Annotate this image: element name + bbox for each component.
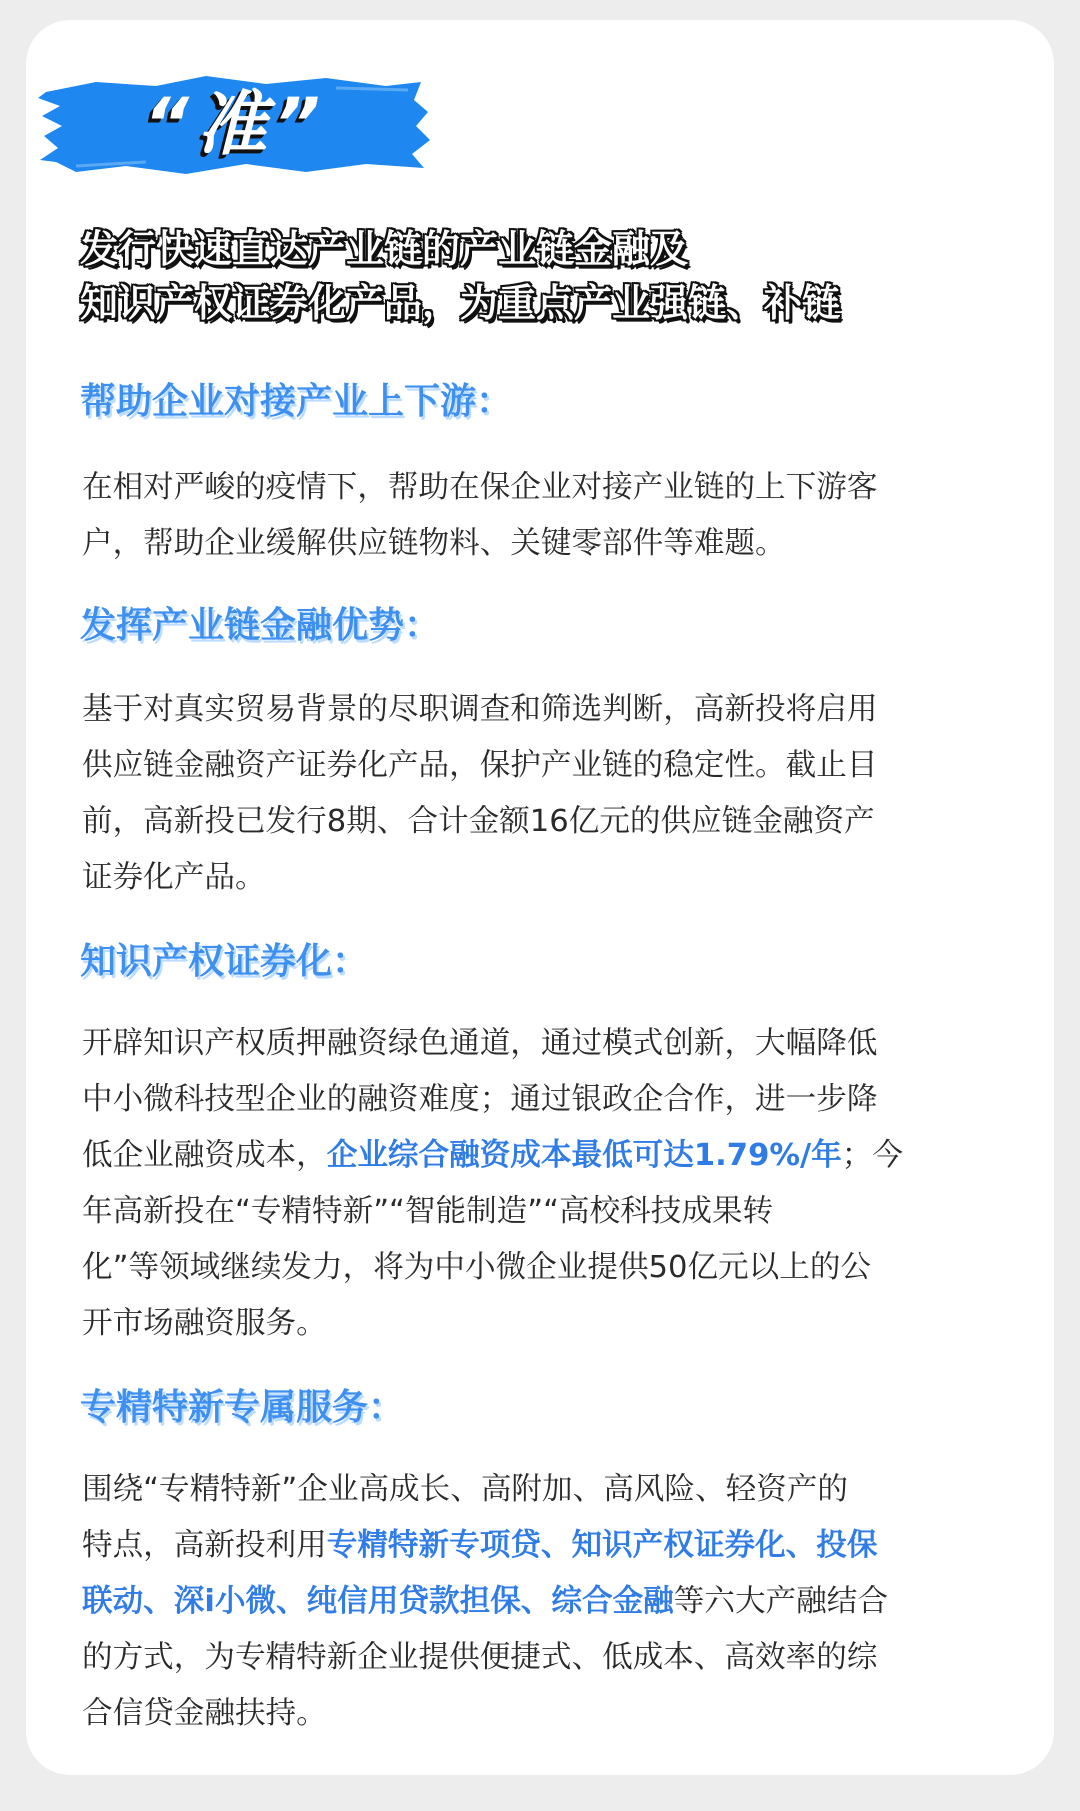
text-run: 化”等领域继续发力，将为中小微企业提供50亿元以上的公 — [82, 1250, 872, 1285]
text-run: 年高新投在“专精特新”“智能制造”“高校科技成果转 — [82, 1194, 774, 1229]
section-title-specialized-services: 专精特新专属服务： — [80, 1387, 405, 1428]
paragraph-line — [82, 850, 1002, 906]
text-run: 的方式，为专精特新企业提供便捷式、低成本、高效率的综 — [82, 1640, 878, 1675]
section-title-supply-chain-finance: 发挥产业链金融优势： — [80, 605, 441, 646]
paragraph-line — [82, 738, 1002, 794]
headline-line: 知识产权证券化产品，为重点产业强链、补链 — [80, 281, 841, 325]
paragraph-line — [82, 794, 1002, 850]
headline-line: 发行快速直达产业链的产业链金融及 — [80, 227, 689, 271]
section-title-upstream-downstream: 帮助企业对接产业上下游： — [80, 381, 513, 422]
text-run: 开市场融资服务。 — [82, 1306, 327, 1341]
banner-title: “准” — [143, 83, 329, 165]
highlighted-text: 联动、深i小微、纯信用贷款担保、综合金融 — [82, 1584, 674, 1619]
paragraph-line — [82, 1686, 1002, 1742]
text-run: 供应链金融资产证券化产品，保护产业链的稳定性。截止目 — [82, 748, 878, 783]
text-run: 围绕“专精特新”企业高成长、高附加、高风险、轻资产的 — [82, 1472, 848, 1507]
text-run: 中小微科技型企业的融资难度；通过银政企合作，进一步降 — [82, 1082, 878, 1117]
highlighted-text: 企业综合融资成本最低可达1.79%/年 — [326, 1138, 842, 1173]
headline — [80, 222, 980, 330]
paragraph-line — [82, 1574, 1002, 1630]
text-run: 证券化产品。 — [82, 860, 266, 895]
text-run: 开辟知识产权质押融资绿色通道，通过模式创新，大幅降低 — [82, 1026, 878, 1061]
section-paragraph-supply-chain-finance — [82, 682, 1002, 906]
paragraph-line — [82, 1016, 1002, 1072]
section-title-ip-securitization: 知识产权证券化： — [80, 941, 369, 982]
text-run: 户，帮助企业缓解供应链物料、关键零部件等难题。 — [82, 526, 786, 561]
paragraph-line — [82, 516, 1002, 572]
text-run: 等六大产融结合 — [673, 1584, 888, 1619]
section-paragraph-specialized-services — [82, 1462, 1002, 1742]
text-run: ；今 — [841, 1138, 903, 1173]
text-run: 前，高新投已发行8期、合计金额16亿元的供应链金融资产 — [82, 804, 875, 839]
section-paragraph-ip-securitization — [82, 1016, 1002, 1352]
paragraph-line — [82, 1184, 1002, 1240]
paragraph-line — [82, 682, 1002, 738]
paragraph-line — [82, 460, 1002, 516]
paragraph-line — [82, 1296, 1002, 1352]
paragraph-line — [82, 1462, 1002, 1518]
paragraph-line — [82, 1072, 1002, 1128]
highlighted-text: 专精特新专项贷、知识产权证券化、投保 — [326, 1528, 878, 1563]
text-run: 特点，高新投利用 — [82, 1528, 327, 1563]
text-run: 在相对严峻的疫情下，帮助在保企业对接产业链的上下游客 — [82, 470, 878, 505]
text-run: 低企业融资成本， — [82, 1138, 327, 1173]
paragraph-line — [82, 1630, 1002, 1686]
paragraph-line — [82, 1128, 1002, 1184]
paragraph-line — [82, 1518, 1002, 1574]
text-run: 基于对真实贸易背景的尽职调查和筛选判断，高新投将启用 — [82, 692, 878, 727]
brush-banner — [36, 70, 436, 180]
text-run: 合信贷金融扶持。 — [82, 1696, 327, 1731]
paragraph-line — [82, 1240, 1002, 1296]
section-paragraph-upstream-downstream — [82, 460, 1002, 572]
